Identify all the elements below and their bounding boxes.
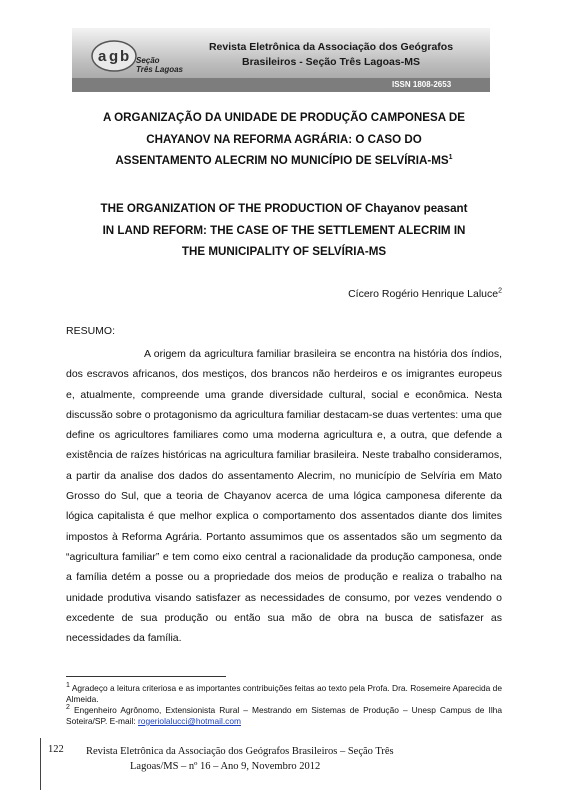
- footnote-2-number: 2: [66, 704, 70, 712]
- abstract-label: RESUMO:: [66, 325, 116, 337]
- footnote-1-text: Agradeço a leitura criteriosa e as importantes contribuições feitas ao texto pela Profa. Dra. Rosemeire Aparecida de Almeida.: [66, 683, 502, 704]
- footnote-2: [66, 705, 502, 726]
- issn-label: ISSN 1808-2653: [392, 80, 452, 89]
- author-email-link[interactable]: rogeriolalucci@hotmail.com: [138, 715, 241, 726]
- title-pt-line2: CHAYANOV NA REFORMA AGRÁRIA: O CASO DO: [146, 132, 422, 146]
- footer-line1: Revista Eletrônica da Associação dos Geógrafos Brasileiros – Seção Três: [86, 746, 394, 757]
- footnotes: [66, 683, 502, 727]
- title-portuguese: [60, 107, 508, 172]
- title-pt-line1: A ORGANIZAÇÃO DA UNIDADE DE PRODUÇÃO CAMPONESA DE: [103, 111, 465, 124]
- title-en-line2: IN LAND REFORM: THE CASE OF THE SETTLEMENT ALECRIM IN: [102, 223, 466, 237]
- svg-text:g: g: [109, 48, 119, 65]
- footer-vertical-rule: [40, 738, 41, 790]
- title-pt-line3: ASSENTAMENTO ALECRIM NO MUNICÍPIO DE SELVÍRIA-MS: [115, 154, 449, 167]
- footnote-divider: [66, 676, 226, 677]
- journal-title: [172, 40, 490, 70]
- svg-text:b: b: [120, 48, 130, 65]
- footnote-1-number: 1: [66, 682, 70, 690]
- abstract-text: [66, 344, 502, 648]
- footnote-ref-2[interactable]: 2: [498, 287, 502, 295]
- svg-text:a: a: [98, 48, 107, 65]
- journal-title-line2: Brasileiros - Seção Três Lagoas-MS: [242, 56, 420, 68]
- logo-label-line1: Seção: [136, 56, 160, 65]
- author-name: Cícero Rogério Henrique Laluce: [348, 288, 499, 300]
- title-pt-line3-wrap: [60, 150, 508, 172]
- author-line: [250, 288, 502, 300]
- footnote-2-text: Engenheiro Agrônomo, Extensionista Rural – Mestrando em Sistemas de Produção – Unesp Campus de Ilha Soteira/SP. E-mail:: [66, 705, 502, 726]
- journal-header-banner: [72, 28, 490, 92]
- footnote-ref-1[interactable]: 1: [448, 154, 453, 162]
- page-number: 122: [48, 744, 64, 755]
- title-en-line3: THE MUNICIPALITY OF SELVÍRIA-MS: [181, 245, 387, 258]
- title-english: [60, 198, 508, 263]
- logo-label-line2: Três Lagoas: [136, 65, 183, 74]
- abstract-body: A origem da agricultura familiar brasileira se encontra na história dos índios, dos escravos africanos, dos mestiços, dos brancos não herdeiros e os imigrantes europeus e, atualmente, compreende uma grande diversidade cultural, social e econômica. Nesta discussão sobre o protagonismo da agricultura familiar destacam-se duas vertentes: uma que define os agricultores familiares como uma moderna agricultura e, a outra, que defende a existência de raízes históricas na agricultura familiar brasileira. Neste trabalho consideramos, a partir da analise dos dados do assentamento Alecrim, no município de Selvíria em Mato Grosso do Sul, que a teoria de Chayanov acerca de uma lógica camponesa diferente da lógica capitalista é que melhor explica o comportamento dos assentados diante dos limites impostos à Reforma Agrária. Portanto assumimos que os assentados são um segmento da “agricultura familiar” e tem como eixo central a racionalidade da produção camponesa, onde a família detém a posse ou a propriedade dos meios de produção e realiza o trabalho na unidade produtiva visando satisfazer as necessidades de consumo, por vezes vendendo o excedente de sua produção ou então sua mão de obra na busca de satisfazer as necessidades da família.: [66, 348, 502, 645]
- title-en-line1: THE ORGANIZATION OF THE PRODUCTION OF Chayanov peasant: [100, 202, 468, 215]
- footer-line2: Lagoas/MS – nº 16 – Ano 9, Novembro 2012: [130, 761, 321, 772]
- footnote-1: [66, 683, 502, 704]
- journal-footer: [86, 744, 466, 774]
- journal-title-line1: Revista Eletrônica da Associação dos Geógrafos: [208, 41, 454, 53]
